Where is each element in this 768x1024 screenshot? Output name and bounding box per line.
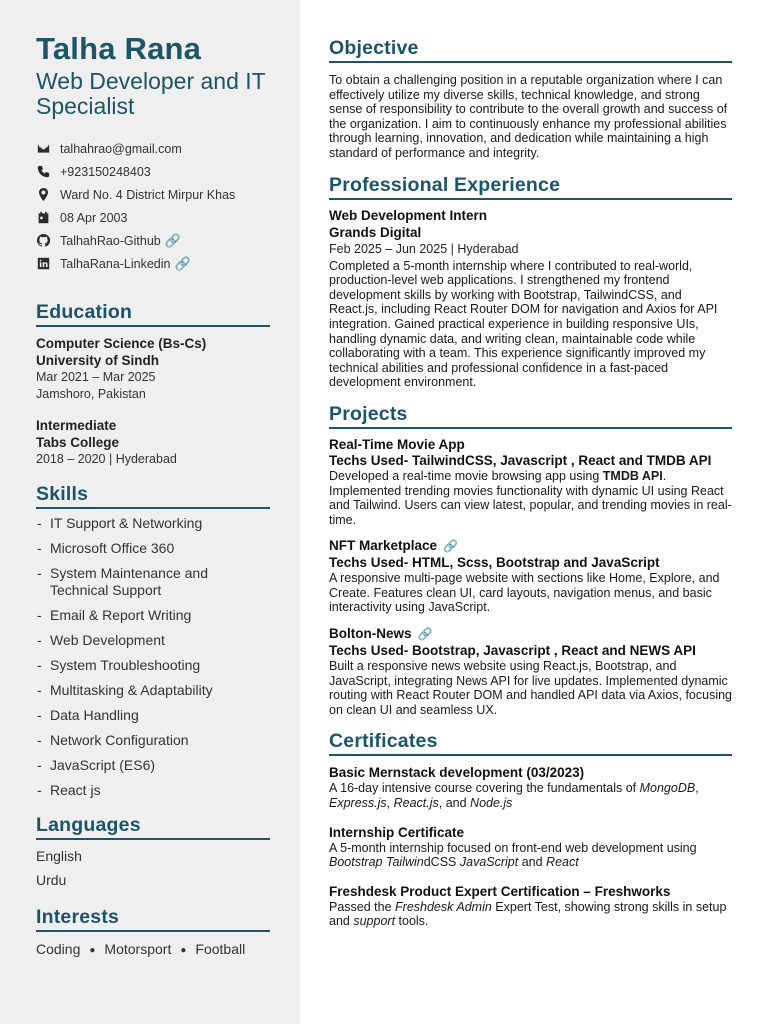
- main-content: [300, 0, 768, 1024]
- contact-email-text: talhahrao@gmail.com: [60, 141, 182, 156]
- contact-linkedin[interactable]: [36, 252, 270, 275]
- contact-github[interactable]: [36, 229, 270, 252]
- bullet-separator: ●: [180, 945, 187, 956]
- certificate-name: Internship Certificate: [329, 824, 465, 840]
- experience-section: [329, 173, 732, 390]
- certificates-section: [329, 729, 732, 929]
- certificate-desc-text: ,: [695, 781, 699, 796]
- link-icon: 🔗: [174, 255, 191, 271]
- interest-item: Coding: [36, 941, 81, 957]
- project-tech: Techs Used- TailwindCSS, Javascript , React and TMDB API: [329, 452, 712, 468]
- skill-item: - Multitasking & Adaptability: [36, 682, 270, 699]
- education-section: [36, 300, 270, 468]
- education-school: Tabs College: [36, 435, 120, 450]
- interests-section: [36, 905, 270, 960]
- objective-heading: Objective: [329, 36, 732, 63]
- certificate-item: [329, 825, 732, 870]
- linkedin-icon: [36, 257, 50, 271]
- skill-item: - Data Handling: [36, 707, 270, 724]
- project-tech: Techs Used- Bootstrap, Javascript , React and NEWS API: [329, 643, 696, 659]
- project-item: [329, 537, 732, 615]
- project-description: A responsive multi-page website with sections like Home, Explore, and Create. Features clean UI, card layouts, navigation menus, and basic interactivity using JavaScript.: [329, 571, 720, 615]
- skills-section: [36, 482, 270, 799]
- certificate-desc-italic: JavaScript: [459, 855, 519, 870]
- experience-item: [329, 207, 732, 390]
- contact-email[interactable]: [36, 137, 270, 160]
- project-name-text: Bolton-News: [329, 626, 412, 642]
- interests-heading: Interests: [36, 905, 270, 932]
- language-item: Urdu: [36, 872, 67, 888]
- languages-heading: Languages: [36, 813, 270, 840]
- language-item: English: [36, 848, 82, 864]
- github-icon: [36, 234, 50, 248]
- contact-phone[interactable]: [36, 160, 270, 183]
- contact-list: [36, 137, 270, 275]
- experience-description: Completed a 5-month internship where I contributed to real-world, production-level web applications. I strengthened my frontend development skills by working with Bootstrap, TailwindCSS, and React.js, including React Router DOM for navigation and Axios for API integration. Gained practical experience in building responsive UIs, handling dynamic data, and writing clean, maintainable code while collaborating with a team. This experience significantly improved my technical abilities and professional confidence in a fast-paced development environment.: [329, 258, 718, 390]
- project-desc-bold: TMDB API: [602, 468, 663, 483]
- project-desc-post: . Implemented trending movies functionality with dynamic UI using React and Tailwind. Users can view latest, popular, and trending movies in real-time.: [329, 468, 732, 527]
- certificate-desc-text: ,: [386, 796, 394, 811]
- certificate-desc-text: A 5-month internship focused on front-end web development using: [329, 840, 697, 855]
- project-desc-pre: Developed a real-time movie browsing app using: [329, 468, 603, 483]
- project-name-text: Real-Time Movie App: [329, 436, 465, 452]
- certificate-desc-italic: Bootstrap Tailwin: [329, 855, 424, 870]
- experience-heading: Professional Experience: [329, 173, 732, 200]
- languages-section: [36, 813, 270, 889]
- skill-item: - Network Configuration: [36, 732, 270, 749]
- contact-address-text: Ward No. 4 District Mirpur Khas: [60, 187, 236, 202]
- skill-item: - Email & Report Writing: [36, 607, 270, 624]
- education-location: Jamshoro, Pakistan: [36, 387, 146, 401]
- objective-section: [329, 36, 732, 161]
- education-degree: Intermediate: [36, 418, 117, 433]
- projects-section: [329, 402, 732, 718]
- certificate-desc-text: and: [518, 855, 547, 870]
- phone-icon: [36, 165, 50, 179]
- contact-linkedin-text: TalhaRana-Linkedin: [60, 256, 171, 271]
- contact-address: [36, 183, 270, 206]
- certificate-desc-italic: React: [546, 855, 579, 870]
- certificate-desc-italic: Freshdesk Admin: [395, 899, 492, 914]
- experience-meta: Feb 2025 – Jun 2025 | Hyderabad: [329, 241, 519, 256]
- education-item: [36, 335, 270, 403]
- project-name[interactable]: [329, 625, 732, 643]
- contact-github-text: TalhahRao-Github: [60, 233, 161, 248]
- certificate-desc-text: dCSS: [423, 855, 460, 870]
- link-icon: 🔗: [164, 232, 181, 248]
- certificate-description: [329, 781, 732, 810]
- location-icon: [36, 188, 50, 202]
- interests-row: [36, 941, 270, 960]
- skill-item: - System Troubleshooting: [36, 657, 270, 674]
- interest-item: Motorsport: [104, 941, 172, 957]
- link-icon[interactable]: 🔗: [443, 539, 458, 554]
- contact-birthdate-text: 08 Apr 2003: [60, 210, 128, 225]
- skills-list: [36, 515, 270, 799]
- certificate-desc-text: A 16-day intensive course covering the fundamentals of: [329, 781, 640, 796]
- contact-birthdate: [36, 206, 270, 229]
- project-item: [329, 625, 732, 717]
- skill-item: - React js: [36, 782, 270, 799]
- skills-heading: Skills: [36, 482, 270, 509]
- contact-phone-text: +923150248403: [60, 164, 151, 179]
- education-dates: 2018 – 2020 | Hyderabad: [36, 452, 177, 466]
- certificate-description: [329, 841, 732, 870]
- calendar-icon: [36, 211, 50, 225]
- certificate-desc-text: tools.: [395, 914, 429, 929]
- project-name-text: NFT Marketplace: [329, 538, 438, 554]
- certificate-item: [329, 884, 732, 929]
- certificate-desc-text: Expert Test, showing strong skills in setup and: [329, 899, 727, 929]
- certificate-item: [329, 765, 732, 810]
- certificate-desc-italic: Node.js: [470, 796, 513, 811]
- skill-item: - JavaScript (ES6): [36, 757, 270, 774]
- certificates-heading: Certificates: [329, 729, 732, 756]
- education-degree: Computer Science (Bs-Cs): [36, 336, 207, 351]
- email-icon: [36, 142, 50, 156]
- objective-text: To obtain a challenging position in a reputable organization where I can effectively utilize my diverse skills, technical knowledge, and strong sense of responsibility to contribute to the overall growth and success of the organization. I aim to continuously enhance my professional abilities through learning, innovation, and dedication while maintaining a high standard of performance and integrity.: [329, 73, 728, 160]
- certificates-list: [329, 765, 732, 929]
- interest-item: Football: [195, 941, 246, 957]
- certificate-desc-italic: Express.js: [329, 796, 387, 811]
- certificate-description: [329, 900, 732, 929]
- education-item: [36, 417, 270, 468]
- skill-item: - Web Development: [36, 632, 270, 649]
- certificate-desc-italic: MongoDB: [639, 781, 696, 796]
- skill-item: - System Maintenance and Technical Support: [36, 565, 270, 599]
- experience-company: Grands Digital: [329, 224, 422, 240]
- project-item: [329, 436, 732, 527]
- certificate-name: Basic Mernstack development (03/2023): [329, 765, 585, 781]
- certificate-desc-text: , and: [438, 796, 471, 811]
- project-tech: Techs Used- HTML, Scss, Bootstrap and JavaScript: [329, 555, 660, 571]
- profile-name: Talha Rana: [36, 31, 202, 66]
- bullet-separator: ●: [89, 945, 96, 956]
- certificate-desc-text: Passed the: [329, 899, 396, 914]
- profile-title: Web Developer and IT Specialist: [36, 68, 266, 119]
- certificate-desc-italic: React.js: [393, 796, 439, 811]
- education-school: University of Sindh: [36, 353, 160, 368]
- link-icon[interactable]: 🔗: [417, 627, 433, 642]
- project-name[interactable]: [329, 537, 732, 555]
- education-heading: Education: [36, 300, 270, 327]
- certificate-desc-italic: support: [353, 914, 396, 929]
- certificate-name: Freshdesk Product Expert Certification – Freshworks: [329, 883, 671, 899]
- sidebar: [0, 0, 300, 1024]
- skill-item: - IT Support & Networking: [36, 515, 270, 532]
- project-description: Built a responsive news website using React.js, Bootstrap, and JavaScript, integrating News API for live updates. Implemented dynamic routing with React Router DOM and handled API data via Axios, focusing on clean UI and seamless UX.: [329, 659, 733, 717]
- skill-item: - Microsoft Office 360: [36, 540, 270, 557]
- project-description: [329, 469, 732, 527]
- experience-role: Web Development Intern: [329, 207, 488, 223]
- project-name: [329, 436, 732, 453]
- projects-heading: Projects: [329, 402, 732, 429]
- education-dates: Mar 2021 – Mar 2025: [36, 370, 156, 384]
